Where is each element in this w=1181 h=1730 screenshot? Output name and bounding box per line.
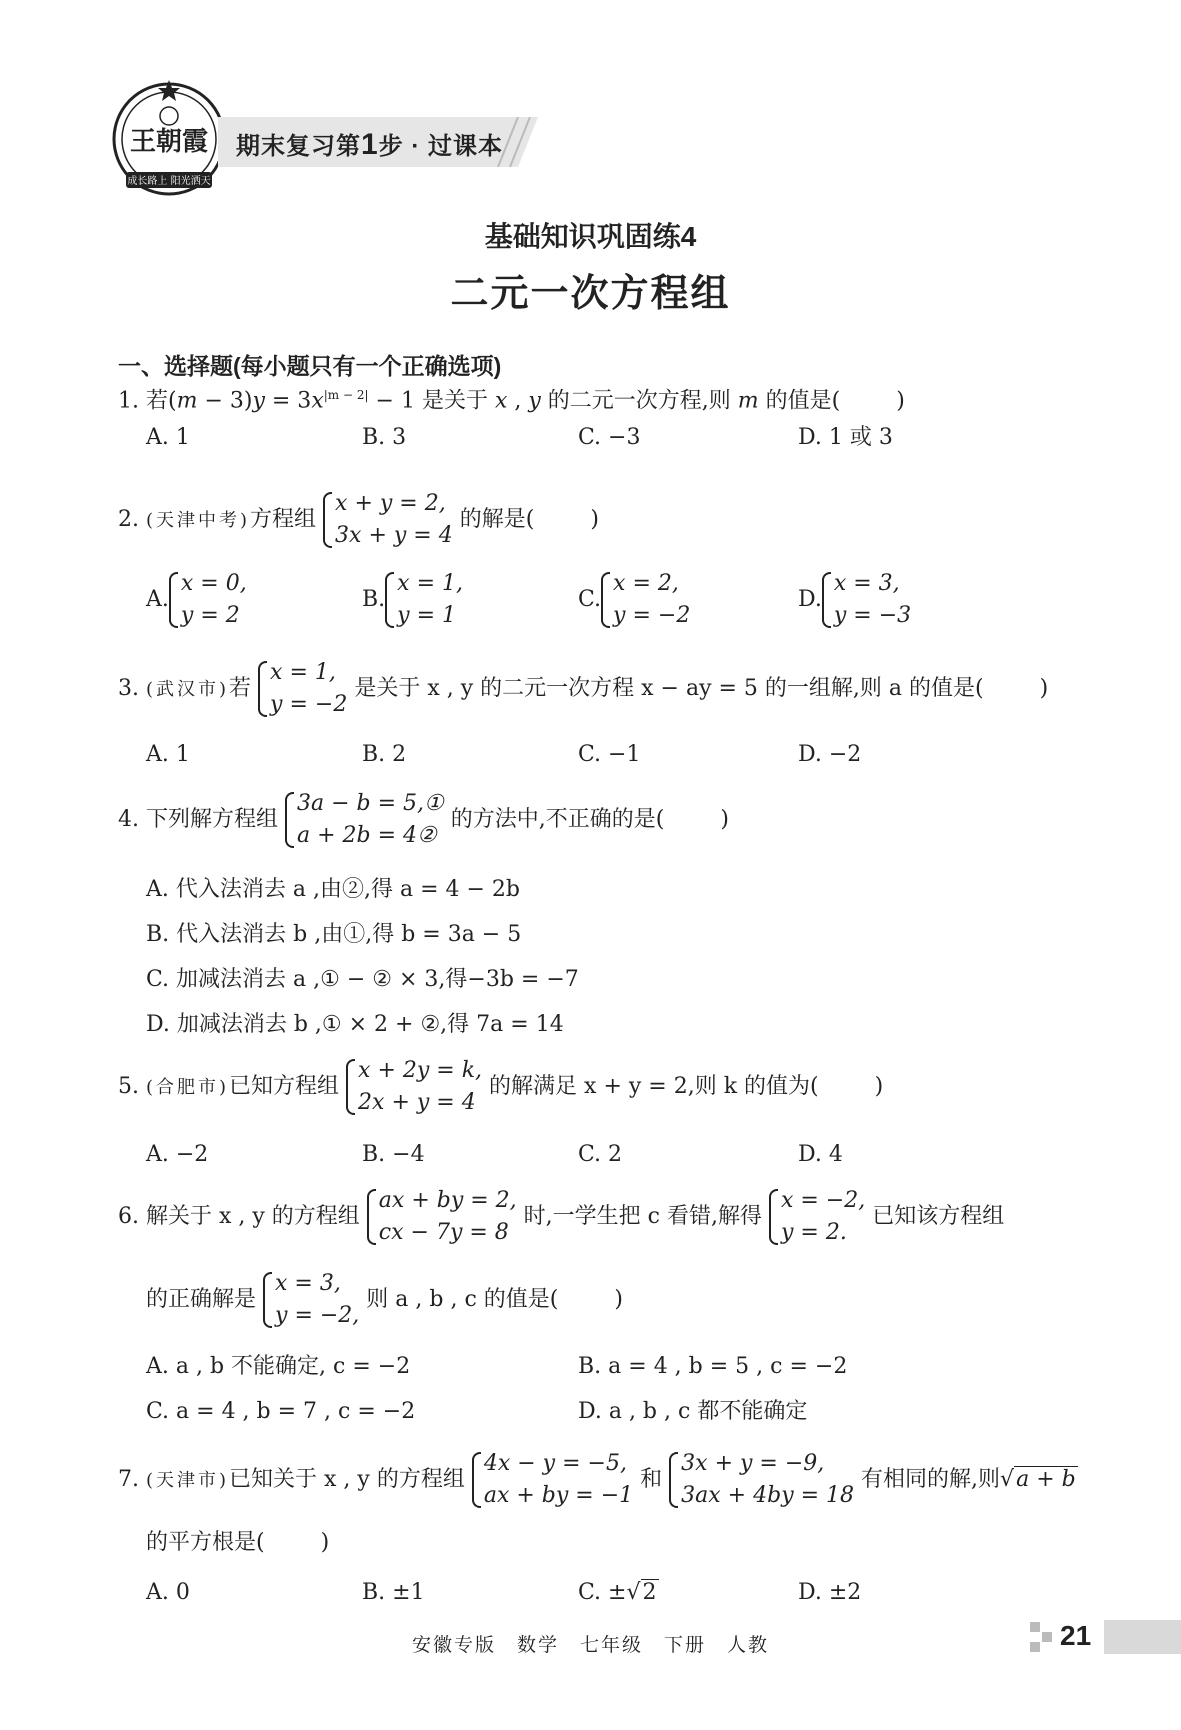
q6-system: ax + by = 2, cx − 7y = 8 [367,1185,517,1249]
q6-option-a: A. a , b 不能确定, c = −2 [146,1354,411,1379]
q7-option-b: B. ±1 [362,1580,425,1605]
question-3: 3. (武汉市)若 x = 1, y = −2 是关于 x , y 的二元一次方程 x − ay = 5 的一组解,则 a 的值是( ) [118,657,1048,721]
logo-slogan: 成长路上 阳光洒天 [127,176,211,187]
q2-option-d: D. x = 3, y = −3 [798,568,911,632]
q2-option-a: A. x = 0, y = 2 [146,568,247,632]
publisher-logo [108,78,230,200]
question-7-line2: 的平方根是( ) [146,1530,330,1555]
q5-option-a: A. −2 [146,1142,209,1167]
q6-option-c: C. a = 4 , b = 7 , c = −2 [146,1399,416,1424]
question-6-line2: 的正确解是 x = 3, y = −2, 则 a , b , c 的值是( ) [146,1268,623,1332]
question-4: 4. 下列解方程组 3a − b = 5,① a + 2b = 4② 的方法中,不正确的是( ) [118,788,729,852]
q6-wrong-solution: x = −2, y = 2. [769,1185,865,1249]
q4-option-a: A. 代入法消去 a ,由②,得 a = 4 − 2b [146,877,520,902]
q3-system: x = 1, y = −2 [258,657,347,721]
q1-option-c: C. −3 [578,425,641,450]
q2-system: x + y = 2, 3x + y = 4 [323,488,453,552]
page-number-bar [1104,1620,1181,1654]
q5-option-b: B. −4 [362,1142,425,1167]
q1-option-d: D. 1 或 3 [798,425,893,450]
question-5: 5. (合肥市)已知方程组 x + 2y = k, 2x + y = 4 的解满足 x + y = 2,则 k 的值为( ) [118,1055,883,1119]
q7-option-d: D. ±2 [798,1580,862,1605]
page-corner-squares-icon [1030,1622,1054,1654]
q3-option-c: C. −1 [578,742,641,767]
q3-option-b: B. 2 [362,742,407,767]
q6-option-b: B. a = 4 , b = 5 , c = −2 [578,1354,848,1379]
q3-option-a: A. 1 [146,742,190,767]
q2-option-c: C. x = 2, y = −2 [578,568,690,632]
question-2: 2. (天津中考)方程组 x + y = 2, 3x + y = 4 的解是( ) [118,488,599,552]
q2-option-b: B. x = 1, y = 1 [362,568,463,632]
section-title: 一、选择题(每小题只有一个正确选项) [118,353,502,379]
page-subtitle: 基础知识巩固练4 [484,221,697,252]
q7-option-a: A. 0 [146,1580,190,1605]
footer-book-info: 安徽专版 数学 七年级 下册 人教 [411,1634,769,1656]
question-7: 7. (天津市)已知关于 x , y 的方程组 4x − y = −5, ax + by = −1 和 3x + y = −9, 3ax + 4by = 18 有相同的解,则√a + b [118,1448,1078,1512]
page-title: 二元一次方程组 [450,273,731,315]
logo-name: 王朝霞 [129,127,209,157]
question-1: 1. 若$(m - 3)y = 3x^{|m - 2|} - 1$ 是关于 x , y 的二元一次方程,则 m 的值是( ) [118,388,905,414]
q4-system: 3a − b = 5,① a + 2b = 4② [285,788,444,852]
q5-system: x + 2y = k, 2x + y = 4 [346,1055,482,1119]
q5-option-d: D. 4 [798,1142,843,1167]
q7-system-1: 4x − y = −5, ax + by = −1 [472,1448,633,1512]
q1-option-a: A. 1 [146,425,190,450]
q1-option-b: B. 3 [362,425,407,450]
q3-option-d: D. −2 [798,742,862,767]
q4-option-b: B. 代入法消去 b ,由①,得 b = 3a − 5 [146,922,522,947]
question-6: 6. 解关于 x , y 的方程组 ax + by = 2, cx − 7y = 8 时,一学生把 c 看错,解得 x = −2, y = 2. 已知该方程组 [118,1185,1004,1249]
q4-option-c: C. 加减法消去 a ,① − ② × 3,得−3b = −7 [146,967,579,992]
q6-correct-solution: x = 3, y = −2, [263,1268,359,1332]
q7-option-c: C. ±√2 [578,1580,657,1605]
q6-option-d: D. a , b , c 都不能确定 [578,1399,808,1424]
banner-text: 期末复习第1步 · 过课本 [236,128,504,161]
page-number: 21 [1060,1620,1092,1651]
q7-system-2: 3x + y = −9, 3ax + 4by = 18 [669,1448,854,1512]
q5-option-c: C. 2 [578,1142,623,1167]
q4-option-d: D. 加减法消去 b ,① × 2 + ②,得 7a = 14 [146,1012,564,1037]
